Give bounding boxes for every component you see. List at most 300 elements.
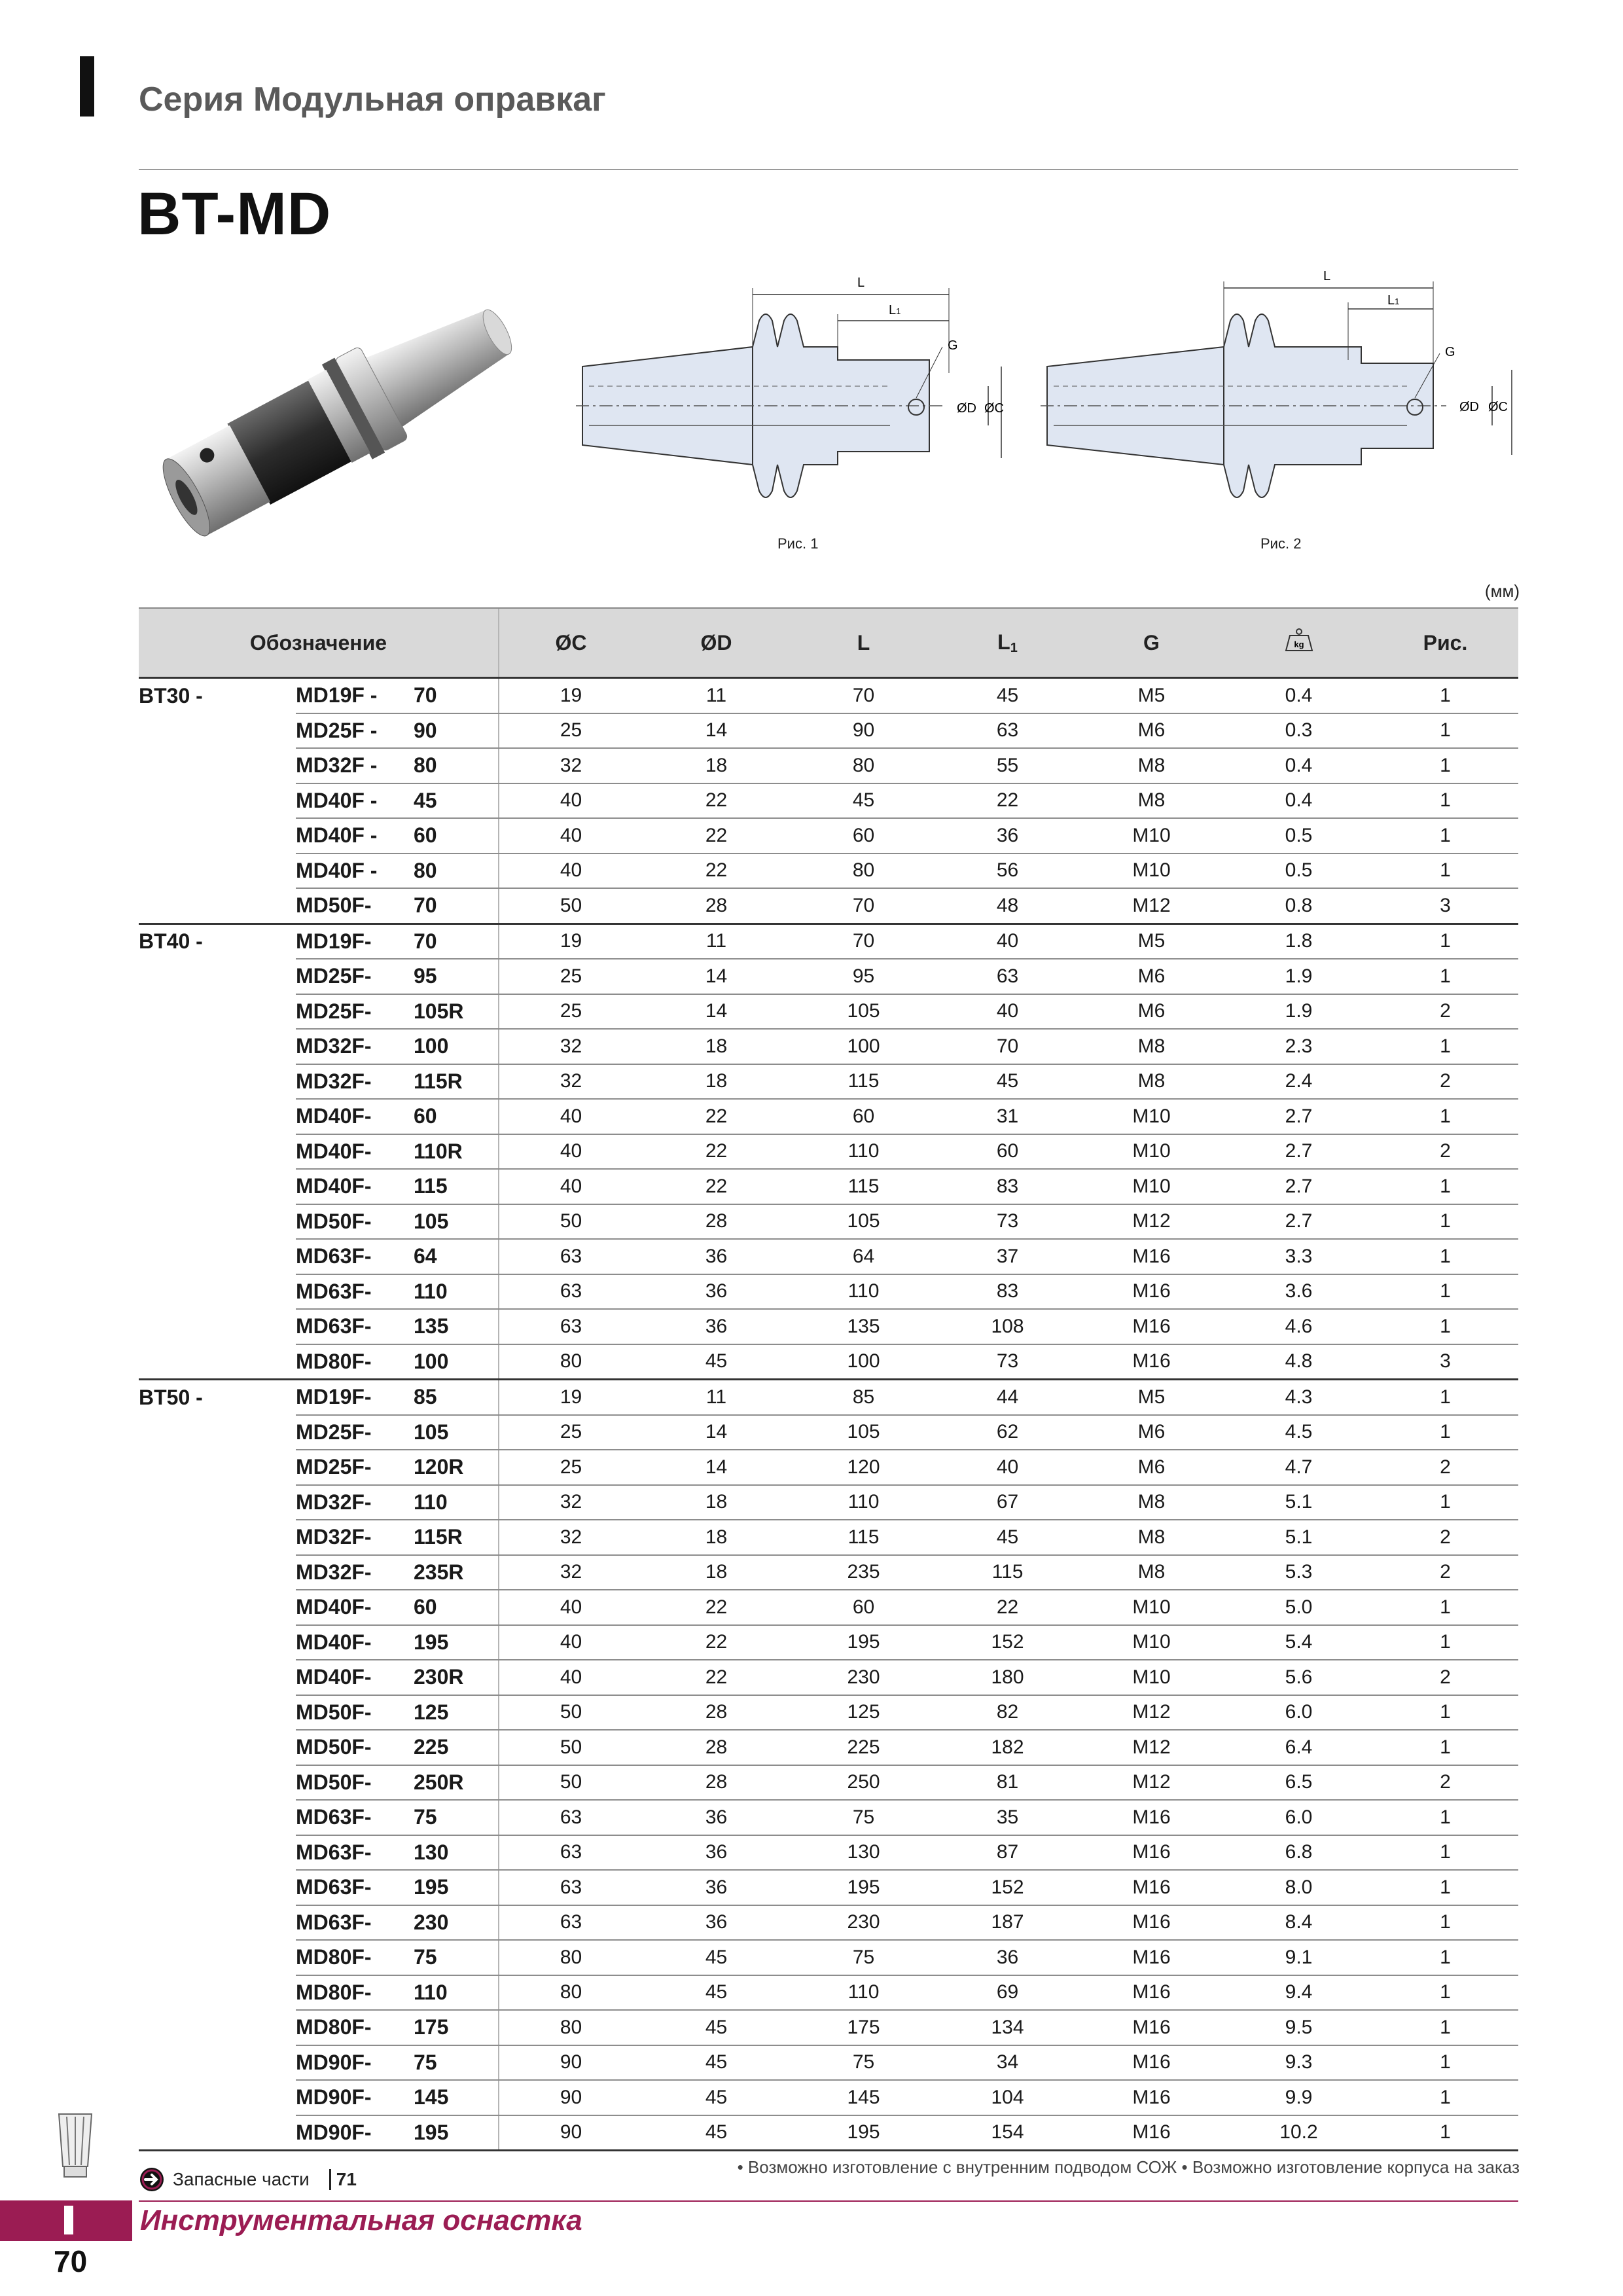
series-label [139,1239,296,1274]
cell-fig: 2 [1372,1450,1518,1485]
cell-d: 28 [643,1695,790,1731]
cell-l: 115 [790,1169,937,1204]
model-prefix: MD40F- [296,1169,414,1204]
cell-d: 11 [643,1380,790,1415]
cell-c: 40 [499,1660,643,1695]
table-row [139,1835,1518,1871]
cell-g: M12 [1078,888,1225,924]
cell-g: M8 [1078,1064,1225,1100]
table-row [139,1274,1518,1310]
series-label [139,1975,296,2011]
cell-weight: 10.2 [1225,2115,1372,2151]
cell-weight: 4.6 [1225,1309,1372,1344]
series-label [139,1344,296,1380]
cell-fig: 1 [1372,1835,1518,1871]
model-length: 145 [414,2080,499,2115]
series-label [139,818,296,853]
cell-l1: 182 [937,1730,1078,1765]
series-label [139,1064,296,1100]
dim-label-l: L [1323,269,1331,283]
cell-d: 36 [643,1905,790,1941]
cell-fig: 2 [1372,994,1518,1030]
table-row [139,748,1518,783]
model-prefix: MD50F- [296,1204,414,1240]
cell-l: 120 [790,1450,937,1485]
model-prefix: MD40F - [296,783,414,819]
cell-fig: 1 [1372,1730,1518,1765]
cell-fig: 1 [1372,1975,1518,2011]
table-row [139,1485,1518,1520]
cell-d: 45 [643,2080,790,2115]
cell-l: 250 [790,1765,937,1801]
cell-d: 45 [643,1344,790,1380]
cell-g: M6 [1078,994,1225,1030]
dim-label-c: ØC [1488,400,1508,414]
cell-weight: 0.4 [1225,748,1372,783]
cell-fig: 1 [1372,1695,1518,1731]
table-row [139,1029,1518,1064]
table-row [139,1555,1518,1590]
cell-c: 40 [499,1625,643,1660]
model-length: 230 [414,1905,499,1941]
cell-d: 11 [643,678,790,713]
arrow-circle-icon [139,2166,165,2193]
cell-weight: 1.8 [1225,924,1372,959]
cell-g: M8 [1078,1520,1225,1555]
cell-d: 22 [643,783,790,819]
cell-l1: 37 [937,1239,1078,1274]
series-label [139,853,296,889]
cell-l1: 62 [937,1415,1078,1450]
model-prefix: MD63F- [296,1835,414,1871]
cell-d: 28 [643,1204,790,1240]
model-prefix: MD40F- [296,1625,414,1660]
cell-c: 50 [499,1695,643,1731]
cell-weight: 8.4 [1225,1905,1372,1941]
cell-weight: 1.9 [1225,994,1372,1030]
table-row [139,1765,1518,1801]
cell-c: 50 [499,888,643,924]
model-prefix: MD40F- [296,1660,414,1695]
cell-weight: 9.4 [1225,1975,1372,2011]
series-label [139,1555,296,1590]
cell-fig: 1 [1372,1274,1518,1310]
cell-l1: 35 [937,1800,1078,1835]
series-label [139,994,296,1030]
cell-d: 36 [643,1835,790,1871]
table-row [139,1905,1518,1941]
cell-g: M6 [1078,959,1225,994]
table-row [139,1590,1518,1625]
cell-c: 25 [499,959,643,994]
cell-l: 135 [790,1309,937,1344]
cell-c: 32 [499,1064,643,1100]
cell-fig: 1 [1372,1905,1518,1941]
cell-g: M16 [1078,2045,1225,2081]
model-length: 80 [414,853,499,889]
dim-label-l: L [857,276,865,290]
cell-g: M16 [1078,1870,1225,1905]
cell-l: 45 [790,783,937,819]
model-prefix: MD25F - [296,713,414,749]
cell-c: 90 [499,2045,643,2081]
cell-weight: 0.3 [1225,713,1372,749]
cell-fig: 1 [1372,1309,1518,1344]
cell-l: 195 [790,1625,937,1660]
cell-c: 80 [499,1344,643,1380]
cell-fig: 1 [1372,783,1518,819]
cell-l1: 83 [937,1274,1078,1310]
model-prefix: MD80F- [296,1975,414,2011]
cell-l: 110 [790,1485,937,1520]
cell-c: 32 [499,1029,643,1064]
table-row [139,1344,1518,1380]
cell-l: 115 [790,1520,937,1555]
technical-drawing-fig2 [1041,268,1525,517]
cell-l1: 31 [937,1099,1078,1134]
spare-parts-link[interactable] [139,2166,357,2193]
cell-fig: 1 [1372,2080,1518,2115]
cell-fig: 1 [1372,1800,1518,1835]
cell-d: 36 [643,1239,790,1274]
model-prefix: MD40F- [296,1134,414,1170]
cell-d: 22 [643,1660,790,1695]
cell-fig: 2 [1372,1134,1518,1170]
model-length: 64 [414,1239,499,1274]
cell-fig: 1 [1372,1099,1518,1134]
cell-d: 36 [643,1870,790,1905]
cell-g: M10 [1078,1625,1225,1660]
series-label: BT40 - [139,929,203,954]
cell-g: M5 [1078,678,1225,713]
cell-d: 45 [643,1940,790,1975]
model-length: 230R [414,1660,499,1695]
cell-c: 19 [499,1380,643,1415]
series-label [139,2080,296,2115]
cell-l1: 45 [937,1064,1078,1100]
cell-d: 28 [643,1765,790,1801]
cell-c: 40 [499,1134,643,1170]
model-length: 105R [414,994,499,1030]
model-prefix: MD80F- [296,1344,414,1380]
model-length: 70 [414,888,499,924]
cell-g: M16 [1078,1835,1225,1871]
model-length: 105 [414,1415,499,1450]
cell-g: M16 [1078,1239,1225,1274]
cell-l1: 154 [937,2115,1078,2151]
cell-d: 18 [643,1555,790,1590]
cell-weight: 2.7 [1225,1099,1372,1134]
cell-fig: 2 [1372,1660,1518,1695]
model-length: 60 [414,818,499,853]
cell-g: M16 [1078,1274,1225,1310]
series-title: Серия Модульная оправкаг [139,81,606,118]
cell-d: 22 [643,818,790,853]
cell-weight: 0.5 [1225,853,1372,889]
model-length: 70 [414,924,499,959]
cell-weight: 2.3 [1225,1029,1372,1064]
cell-l: 105 [790,994,937,1030]
table-row [139,1169,1518,1204]
cell-l1: 73 [937,1344,1078,1380]
fig2-caption: Рис. 2 [1260,535,1302,552]
model-prefix: MD80F- [296,1940,414,1975]
footer-section-title: Инструментальная оснастка [140,2204,582,2236]
series-label [139,1204,296,1240]
table-row [139,783,1518,819]
series-label [139,1274,296,1310]
cell-c: 63 [499,1274,643,1310]
model-length: 110 [414,1485,499,1520]
model-length: 110 [414,1975,499,2011]
cell-l: 110 [790,1975,937,2011]
cell-c: 63 [499,1309,643,1344]
cell-c: 40 [499,1099,643,1134]
cell-fig: 1 [1372,1380,1518,1415]
model-prefix: MD32F- [296,1029,414,1064]
cell-l: 110 [790,1134,937,1170]
cell-weight: 9.9 [1225,2080,1372,2115]
footer-notes: • Возможно изготовление с внутренним подводом СОЖ • Возможно изготовление корпуса на заказ [737,2157,1520,2177]
cell-g: M10 [1078,1590,1225,1625]
model-length: 195 [414,1870,499,1905]
dim-label-g: G [948,338,958,353]
cell-l1: 108 [937,1309,1078,1344]
table-row [139,959,1518,994]
cell-c: 32 [499,1520,643,1555]
cell-l1: 67 [937,1485,1078,1520]
series-label [139,959,296,994]
col-header-fig: Рис. [1372,608,1518,678]
series-label [139,1765,296,1801]
footer-divider [139,2200,1518,2202]
cell-weight: 4.7 [1225,1450,1372,1485]
model-prefix: MD50F- [296,1765,414,1801]
model-length: 135 [414,1309,499,1344]
cell-weight: 9.5 [1225,2010,1372,2045]
table-row [139,1730,1518,1765]
series-label [139,748,296,783]
cell-g: M6 [1078,1450,1225,1485]
cell-c: 50 [499,1730,643,1765]
cell-l1: 45 [937,678,1078,713]
cell-fig: 1 [1372,853,1518,889]
cell-weight: 6.8 [1225,1835,1372,1871]
col-header-d: ØD [643,608,790,678]
model-prefix: MD32F- [296,1520,414,1555]
cell-l1: 134 [937,2010,1078,2045]
cell-c: 40 [499,818,643,853]
cell-c: 63 [499,1870,643,1905]
cell-l: 75 [790,1940,937,1975]
cell-fig: 1 [1372,1239,1518,1274]
cell-d: 45 [643,2115,790,2151]
cell-weight: 4.3 [1225,1380,1372,1415]
cell-weight: 2.7 [1225,1169,1372,1204]
cell-l1: 22 [937,1590,1078,1625]
cell-weight: 5.4 [1225,1625,1372,1660]
cell-l: 75 [790,1800,937,1835]
tool-holder-photo [149,268,568,543]
cell-weight: 6.0 [1225,1695,1372,1731]
model-length: 85 [414,1380,499,1415]
cell-weight: 2.4 [1225,1064,1372,1100]
cell-l1: 73 [937,1204,1078,1240]
cell-l: 195 [790,2115,937,2151]
series-label [139,1660,296,1695]
model-prefix: MD90F- [296,2080,414,2115]
model-title: BT-MD [137,181,332,247]
cell-c: 40 [499,783,643,819]
cell-l: 195 [790,1870,937,1905]
model-length: 80 [414,748,499,783]
cell-c: 50 [499,1204,643,1240]
cell-fig: 2 [1372,1064,1518,1100]
cell-g: M12 [1078,1695,1225,1731]
cell-d: 45 [643,1975,790,2011]
cell-fig: 2 [1372,1520,1518,1555]
cell-l1: 22 [937,783,1078,819]
model-prefix: MD63F- [296,1239,414,1274]
model-prefix: MD50F- [296,1695,414,1731]
cell-l1: 180 [937,1660,1078,1695]
cell-c: 25 [499,713,643,749]
col-header-g: G [1078,608,1225,678]
series-label [139,1415,296,1450]
cell-c: 90 [499,2080,643,2115]
cell-g: M16 [1078,2115,1225,2151]
model-prefix: MD63F- [296,1309,414,1344]
cell-l1: 63 [937,959,1078,994]
series-label [139,1590,296,1625]
series-label [139,2045,296,2081]
cell-g: M8 [1078,783,1225,819]
model-prefix: MD25F- [296,959,414,994]
series-label [139,1485,296,1520]
cell-fig: 1 [1372,1204,1518,1240]
cell-l1: 60 [937,1134,1078,1170]
cell-d: 18 [643,1485,790,1520]
series-label [139,1800,296,1835]
cell-d: 18 [643,1520,790,1555]
cell-l: 80 [790,853,937,889]
table-row [139,2010,1518,2045]
cell-d: 45 [643,2010,790,2045]
cell-g: M12 [1078,1730,1225,1765]
table-row [139,1800,1518,1835]
collet-icon [46,2108,105,2186]
series-label [139,1169,296,1204]
cell-g: M16 [1078,2080,1225,2115]
model-length: 45 [414,783,499,819]
cell-weight: 5.3 [1225,1555,1372,1590]
model-length: 95 [414,959,499,994]
cell-l: 64 [790,1239,937,1274]
spec-table-body [139,678,1518,2151]
cell-weight: 0.5 [1225,818,1372,853]
col-header-weight [1225,608,1372,678]
model-length: 250R [414,1765,499,1801]
cell-d: 36 [643,1800,790,1835]
model-prefix: MD40F - [296,818,414,853]
cell-fig: 1 [1372,1415,1518,1450]
cell-g: M10 [1078,1660,1225,1695]
cell-d: 36 [643,1309,790,1344]
cell-l1: 40 [937,994,1078,1030]
page-number: 70 [54,2244,88,2278]
cell-l: 145 [790,2080,937,2115]
cell-g: M16 [1078,1344,1225,1380]
series-label [139,2115,296,2151]
cell-l1: 48 [937,888,1078,924]
dim-label-l1: L1 [889,303,901,317]
cell-weight: 4.8 [1225,1344,1372,1380]
model-length: 90 [414,713,499,749]
model-length: 115 [414,1169,499,1204]
cell-weight: 6.5 [1225,1765,1372,1801]
cell-l: 85 [790,1380,937,1415]
series-label [139,1870,296,1905]
cell-c: 40 [499,1590,643,1625]
cell-g: M10 [1078,1134,1225,1170]
cell-l: 95 [790,959,937,994]
cell-c: 50 [499,1765,643,1801]
dim-label-g: G [1445,345,1455,359]
cell-d: 22 [643,1099,790,1134]
series-label [139,1520,296,1555]
cell-fig: 3 [1372,888,1518,924]
cell-l1: 115 [937,1555,1078,1590]
technical-drawing-fig1 [576,268,1034,517]
cell-c: 63 [499,1905,643,1941]
series-label [139,1029,296,1064]
model-length: 115R [414,1520,499,1555]
series-label [139,888,296,924]
header-divider [139,169,1518,170]
cell-g: M10 [1078,1169,1225,1204]
model-length: 75 [414,2045,499,2081]
model-length: 235R [414,1555,499,1590]
model-length: 115R [414,1064,499,1100]
cell-g: M16 [1078,1309,1225,1344]
cell-fig: 1 [1372,2045,1518,2081]
cell-g: M10 [1078,818,1225,853]
cell-l: 230 [790,1905,937,1941]
cell-weight: 0.4 [1225,678,1372,713]
table-row [139,2115,1518,2151]
cell-c: 90 [499,2115,643,2151]
cell-l: 105 [790,1204,937,1240]
cell-weight: 5.6 [1225,1660,1372,1695]
cell-c: 80 [499,1940,643,1975]
cell-l1: 104 [937,2080,1078,2115]
model-length: 225 [414,1730,499,1765]
spec-table [139,607,1518,2151]
cell-d: 28 [643,1730,790,1765]
section-marker-bar [80,56,94,117]
series-label [139,1835,296,1871]
cell-fig: 1 [1372,1029,1518,1064]
table-row [139,1975,1518,2011]
cell-c: 63 [499,1800,643,1835]
cell-c: 32 [499,1555,643,1590]
table-row [139,1099,1518,1134]
cell-g: M5 [1078,924,1225,959]
model-prefix: MD32F- [296,1555,414,1590]
cell-weight: 3.6 [1225,1274,1372,1310]
model-prefix: MD63F- [296,1870,414,1905]
model-length: 120R [414,1450,499,1485]
